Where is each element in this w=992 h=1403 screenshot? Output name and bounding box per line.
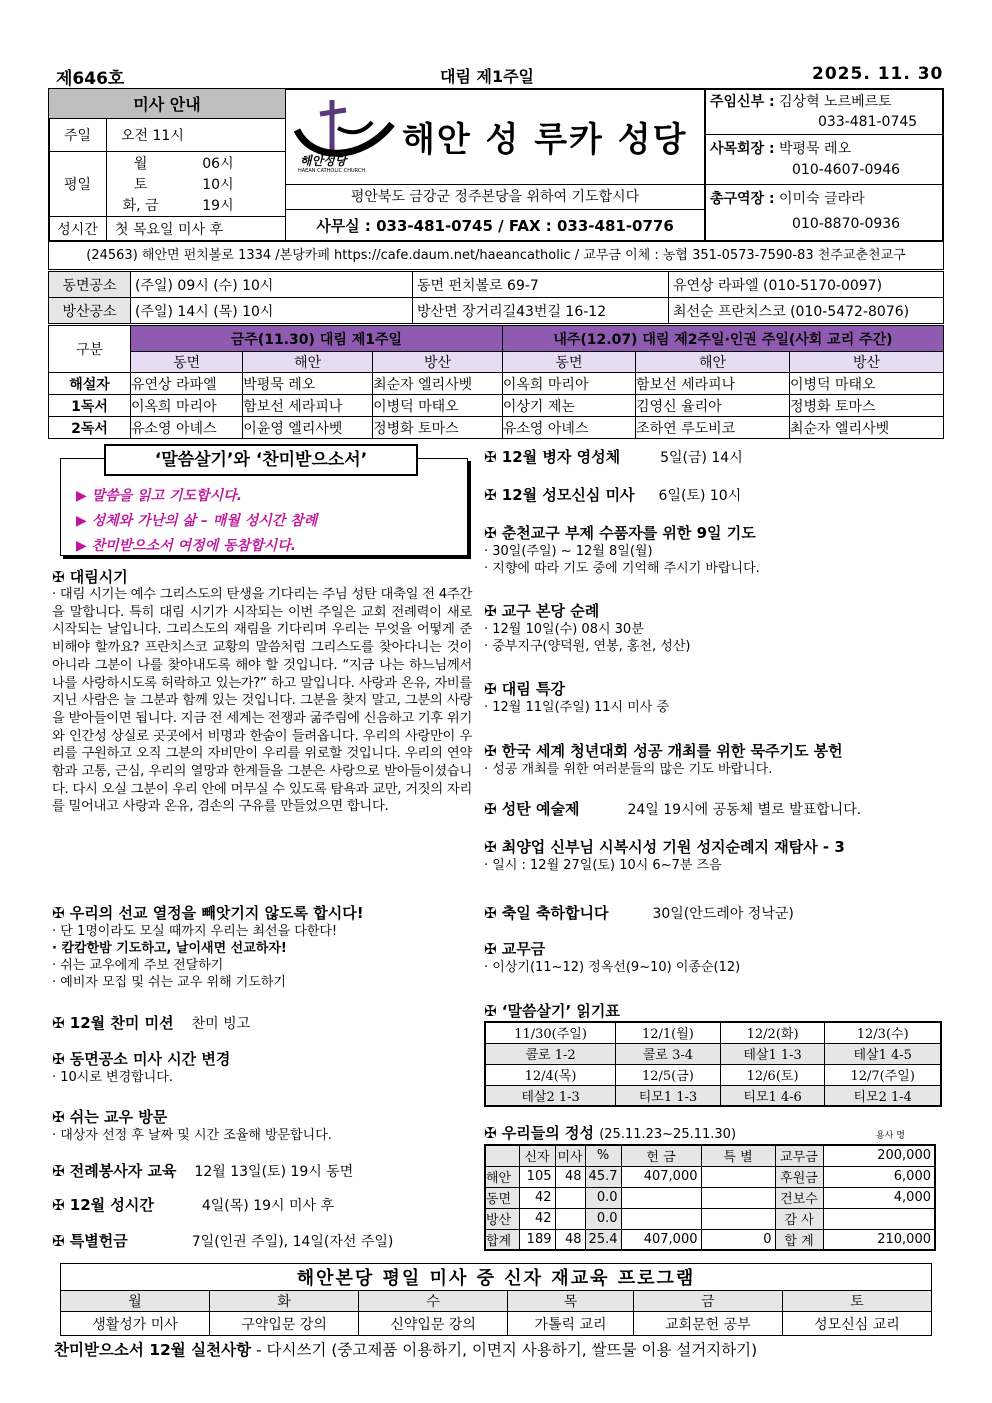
offering-cell: 189 [519, 1229, 555, 1250]
station-time: (주일) 09시 (수) 10시 [131, 272, 413, 298]
offering-side-label: 감 사 [775, 1208, 823, 1229]
notice-title: ✠ 쉬는 교우 방문 [52, 1108, 168, 1126]
notice-sub: 24일 19시에 공동체 별로 발표합니다. [627, 802, 862, 818]
program-item: 생활성가 미사 [61, 1312, 210, 1336]
cross-bullet-icon: ✠ [484, 448, 502, 466]
notice-title: ✠ 한국 세계 청년대회 성공 개최를 위한 묵주기도 봉헌 [484, 742, 843, 760]
reading-row [485, 1043, 941, 1064]
offering-cell: 합계 [485, 1229, 519, 1250]
notice-line: · 30일(주일) ~ 12월 8일(월) [484, 544, 653, 559]
duty-cell: 함보선 세라피나 [243, 395, 373, 417]
this-week-header: 금주(11.30) 대림 제1주일 [131, 326, 503, 352]
notice-line: · 이상기(11~12) 정옥선(9~10) 이종순(12) [484, 960, 741, 975]
cross-bullet-icon: ✠ [484, 940, 502, 958]
reading-row [485, 1064, 941, 1085]
reading-cell: 콜로 1-2 [485, 1043, 616, 1064]
liturgical-week: 대림 제1주일 [440, 67, 534, 86]
offering-cell: 0.0 [585, 1208, 621, 1229]
reading-cell: 티모1 1-3 [616, 1085, 721, 1106]
cross-bullet-icon: ✠ [52, 1162, 70, 1180]
notice-sub: 12월 13일(토) 19시 동면 [194, 1164, 354, 1180]
duty-row [49, 395, 944, 417]
duty-cell: 이병덕 마태오 [373, 395, 503, 417]
duty-cell: 이윤영 엘리사벳 [243, 417, 373, 439]
leader-tel: 010-8870-0936 [792, 216, 901, 232]
duty-cell: 함보선 세라피나 [636, 373, 790, 395]
offering-side-label: 교무금 [775, 1145, 823, 1166]
mass-info-title: 미사 안내 [49, 89, 286, 119]
offering-side-value: 6,000 [823, 1166, 935, 1187]
notice-line: · 지향에 따라 기도 중에 기억해 주시기 바랍니다. [484, 561, 760, 576]
duty-cell: 유소영 아녜스 [131, 417, 243, 439]
notice-sub: 30일(안드레아 정낙군) [652, 906, 794, 922]
notice-sub: 5일(금) 14시 [660, 450, 743, 466]
cross-bullet-icon: ✠ [52, 1014, 70, 1032]
duty-col: 동면 [131, 352, 243, 373]
cross-bullet-icon: ✠ [52, 1196, 70, 1214]
notice-title: ✠ 대림 특강 [484, 680, 565, 698]
offering-side-label: 건보수 [775, 1187, 823, 1208]
reading-cell: 12/4(목) [485, 1064, 616, 1085]
offering-cell [621, 1187, 701, 1208]
duty-cell: 조하연 루도비코 [636, 417, 790, 439]
offering-cell: 42 [519, 1208, 555, 1229]
word-line: ▶ 성체와 가난의 삶 – 매월 성시간 참례 [76, 513, 318, 529]
leader-name: 이미숙 글라라 [779, 191, 865, 207]
footer-bold: 찬미받으소서 12월 실천사항 [54, 1341, 252, 1359]
notice-sub: 찬미 빙고 [191, 1016, 251, 1032]
cross-bullet-icon: ✠ [484, 680, 502, 698]
station-address: 방산면 장거리길43번길 16-12 [413, 298, 669, 324]
cross-bullet-icon: ✠ [484, 1002, 502, 1020]
offering-side-value [823, 1208, 935, 1229]
weekday-label: 평일 [49, 152, 107, 216]
duty-label: 구분 [49, 326, 131, 373]
duty-roster-table [48, 325, 944, 439]
word-line: ▶ 말씀을 읽고 기도합시다. [76, 488, 242, 504]
offering-head: % [585, 1145, 621, 1166]
right-items [484, 446, 944, 988]
offering-head: 특 별 [701, 1145, 775, 1166]
reading-cell: 테살1 1-3 [720, 1043, 825, 1064]
offering-cell: 동면 [485, 1187, 519, 1208]
offering-cell [701, 1187, 775, 1208]
offering-table [484, 1144, 936, 1251]
notice-line: · 대상자 선정 후 날짜 및 시간 조율해 방문합니다. [52, 1128, 332, 1143]
pastor-label: 주임신부 : [710, 94, 775, 110]
offering-cell: 407,000 [621, 1229, 701, 1250]
duty-row [49, 417, 944, 439]
notice-title: ✠ 12월 병자 영성체 [484, 448, 621, 466]
left-items [52, 902, 472, 1260]
station-name: 방산공소 [49, 298, 131, 324]
offering-period: (25.11.23~25.11.30) [599, 1127, 737, 1142]
offering-side-value: 200,000 [823, 1145, 935, 1166]
advent-title: ✠ 대림시기 [52, 568, 128, 586]
notice-line: · 일시 : 12월 27일(토) 10시 6~7분 즈음 [484, 858, 722, 873]
weekday-1-day: 월 [107, 152, 175, 174]
program-item: 교회문헌 공부 [633, 1312, 782, 1336]
offering-cell: 407,000 [621, 1166, 701, 1187]
pastor-tel: 033-481-0745 [818, 114, 918, 130]
sunday-label: 주일 [49, 118, 107, 152]
offering-head [485, 1145, 519, 1166]
cross-bullet-icon: ✠ [52, 904, 70, 922]
program-item: 신약입문 강의 [359, 1312, 508, 1336]
chair-label: 사목회장 : [710, 141, 775, 157]
sunday-time: 오전 11시 [107, 118, 286, 152]
cross-bullet-icon: ✠ [52, 568, 70, 586]
offering-side-value: 210,000 [823, 1229, 935, 1250]
footer-rest: - 다시쓰기 (중고제품 이용하기, 이면지 사용하기, 쌀뜨물 이용 설거지하기) [251, 1341, 758, 1359]
offering-row [485, 1166, 935, 1187]
notice-title: ✠ 교무금 [484, 940, 546, 958]
duty-col: 방산 [789, 352, 943, 373]
chair-tel: 010-4607-0946 [792, 162, 901, 178]
duty-cell: 정병화 토마스 [789, 395, 943, 417]
notice-title: ✠ 특별헌금 [52, 1232, 128, 1250]
reading-title: ✠ ‘말씀살기’ 읽기표 [484, 1002, 620, 1020]
notice-line: · 캄캄한밤 기도하고, 날이새면 선교하자! [52, 941, 287, 956]
notice-line: · 12월 11일(주일) 11시 미사 중 [484, 700, 670, 715]
cross-bullet-icon: ✠ [484, 1124, 502, 1142]
offering-cell: 방산 [485, 1208, 519, 1229]
station-row [49, 272, 944, 298]
notice-title: ✠ 춘천교구 부제 수품자를 위한 9일 기도 [484, 524, 756, 542]
advent-body: · 대림 시기는 예수 그리스도의 탄생을 기다리는 주님 성탄 대축일 전 4주간을 말합니다. 특히 대림 시기가 시작되는 이번 주일은 교회 전례력이 새로 시작되는 날입니다. 그리스도의 재림을 기다리며 우리는 무엇을 어떻게 준비해야 할까요? 프란치스코 교황의 말씀처럼 그리스도를 찾아다니는 것이 아니라 그분이 나를 찾아내도록 해야 할 것입니다. “지금 나는 하느님께서 나를 사랑하시도록 허락하고 있는가?” 하고 말입니다. 사랑과 온유, 자비를 지닌 사람은 늘 그분과 함께 있는 것입니다. 그분을 찾지 말고, 그분의 사랑을 받아들이면 됩니다. 지금 전 세계는 전쟁과 굶주림에 신음하고 기후 위기와 인간성 상실로 곳곳에서 비명과 한숨이 들려옵니다. 우리의 사랑만이 우리를 구원하고 오직 그분의 자비만이 우리를 위로할 것입니다. 우리의 연약함과 고통, 근심, 우리의 열망과 한계들을 그분은 사랑으로 받아들이셨습니다. 다시 오실 그분이 우리 안에 머무실 수 있도록 탐욕과 교만, 거짓의 자리를 밀어내고 사랑과 온유, 겸손의 구유를 만들었으면 합니다. [52, 587, 472, 815]
notice-title: ✠ 전례봉사자 교육 [52, 1162, 177, 1180]
pastor-name: 김상혁 노르베르토 [779, 94, 892, 110]
notice-sub: 6일(토) 10시 [658, 488, 742, 504]
offering-cell [701, 1166, 775, 1187]
duty-cell: 이옥희 마리아 [131, 395, 243, 417]
reading-row [485, 1085, 941, 1106]
station-time: (주일) 14시 (목) 10시 [131, 298, 413, 324]
weekday-2-day: 토 [107, 173, 175, 194]
reading-cell: 12/3(수) [825, 1022, 941, 1043]
offering-cell [621, 1208, 701, 1229]
offering-cell: 해안 [485, 1166, 519, 1187]
program-table [60, 1263, 932, 1336]
cross-bullet-icon: ✠ [484, 742, 502, 760]
station-row [49, 298, 944, 324]
duty-role: 2독서 [49, 417, 131, 439]
mass-info-table [48, 88, 286, 242]
station-name: 동면공소 [49, 272, 131, 298]
reading-cell: 12/6(토) [720, 1064, 825, 1085]
offering-cell [555, 1208, 585, 1229]
reading-cell: 콜로 3-4 [616, 1043, 721, 1064]
duty-cell: 유소영 아녜스 [502, 417, 635, 439]
duty-cell: 박평묵 레오 [243, 373, 373, 395]
duty-row [49, 373, 944, 395]
offering-head: 헌 금 [621, 1145, 701, 1166]
duty-cell: 이병덕 마태오 [789, 373, 943, 395]
cross-bullet-icon: ✠ [484, 486, 502, 504]
station-address: 동면 펀치볼로 69-7 [413, 272, 669, 298]
duty-role: 해설자 [49, 373, 131, 395]
program-day: 목 [508, 1291, 634, 1312]
duty-cell: 최순자 엘리사벳 [373, 373, 503, 395]
cross-bullet-icon: ✠ [484, 602, 502, 620]
holy-hour-label: 성시간 [49, 216, 107, 241]
cross-bullet-icon: ✠ [52, 1108, 70, 1126]
offering-side-value: 4,000 [823, 1187, 935, 1208]
program-item: 성모신심 교리 [782, 1312, 931, 1336]
issue-number: 제646호 [56, 69, 125, 89]
duty-col: 방산 [373, 352, 503, 373]
program-day: 월 [61, 1291, 210, 1312]
program-item: 가톨릭 교리 [508, 1312, 634, 1336]
footer-practice [54, 1338, 757, 1360]
leader-label: 총구역장 : [710, 191, 775, 207]
church-name: 해안 성 루카 성당 [402, 120, 688, 160]
program-title: 해안본당 평일 미사 중 신자 재교육 프로그램 [61, 1264, 932, 1291]
cross-bullet-icon: ✠ [484, 800, 502, 818]
cross-bullet-icon: ✠ [52, 1050, 70, 1068]
cross-bullet-icon: ✠ [484, 524, 502, 542]
reading-cell: 11/30(주일) [485, 1022, 616, 1043]
offering-unit: 용사 명 [876, 1131, 905, 1141]
notice-title: ✠ 축일 축하합니다 [484, 904, 609, 922]
notice-title: ✠ 12월 성모신심 미사 [484, 486, 635, 504]
program-day: 화 [210, 1291, 359, 1312]
program-day: 수 [359, 1291, 508, 1312]
offering-head: 신자 [519, 1145, 555, 1166]
duty-col: 동면 [502, 352, 635, 373]
address-line: (24563) 해안면 펀치볼로 1334 /본당카페 https://cafe.daum.net/haeancatholic / 교무금 이체 : 농협 351-0573-7590-83 천주교춘천교구 [48, 242, 944, 270]
weekday-2-time: 10시 [174, 173, 285, 194]
reading-table [484, 1021, 942, 1107]
notice-sub: 7일(인권 주일), 14일(자선 주일) [191, 1234, 394, 1250]
offering-cell: 48 [555, 1166, 585, 1187]
offering-title: ✠ 우리들의 정성 (25.11.23~25.11.30) [484, 1124, 737, 1142]
issue-date: 2025. 11. 30 [812, 64, 944, 84]
notice-title: ✠ 성탄 예술제 [484, 800, 580, 818]
holy-hour-time: 첫 목요일 미사 후 [107, 216, 286, 241]
notice-title: ✠ 12월 찬미 미션 [52, 1014, 174, 1032]
duty-cell: 김영신 율리아 [636, 395, 790, 417]
chair-name: 박평묵 레오 [779, 141, 852, 157]
notice-title: ✠ 교구 본당 순례 [484, 602, 600, 620]
next-week-header: 내주(12.07) 대림 제2주일·인권 주일(사회 교리 주간) [502, 326, 943, 352]
offering-cell: 42 [519, 1187, 555, 1208]
notice-line: · 중부지구(양덕원, 연봉, 홍천, 성산) [484, 639, 691, 654]
notice-line: · 쉬는 교우에게 주보 전달하기 [52, 958, 224, 973]
reading-cell: 테살1 4-5 [825, 1043, 941, 1064]
offering-cell: 25.4 [585, 1229, 621, 1250]
offering-cell: 105 [519, 1166, 555, 1187]
reading-cell: 티모2 1-4 [825, 1085, 941, 1106]
offering-cell: 48 [555, 1229, 585, 1250]
prayer-intention: 평안북도 금강군 정주본당을 위하여 기도합시다 [286, 184, 704, 210]
office-contact: 사무실 : 033-481-0745 / FAX : 033-481-0776 [316, 217, 674, 235]
logo-subtext: HAEAN CATHOLIC CHURCH [298, 168, 366, 174]
station-contact: 유연상 라파엘 (010-5170-0097) [669, 272, 944, 298]
offering-side-label: 합 계 [775, 1229, 823, 1250]
cross-bullet-icon: ✠ [484, 838, 502, 856]
logo-text: 해안성당 [300, 154, 347, 168]
duty-cell: 최순자 엘리사벳 [789, 417, 943, 439]
weekday-3-time: 19시 [174, 195, 285, 217]
weekday-1-time: 06시 [174, 152, 285, 174]
notice-line: · 성공 개최를 위한 여러분들의 많은 기도 바랍니다. [484, 762, 773, 777]
word-box-title: ‘말씀살기’와 ‘찬미받으소서’ [104, 444, 418, 476]
offering-cell: 0.0 [585, 1187, 621, 1208]
notice-title: ✠ 최양업 신부님 시복시성 기원 성지순례지 재탐사 - 3 [484, 838, 845, 856]
cross-bullet-icon: ✠ [52, 1232, 70, 1250]
notice-sub: 4일(목) 19시 미사 후 [201, 1198, 334, 1214]
notice-title: ✠ 동면공소 미사 시간 변경 [52, 1050, 231, 1068]
notice-line: · 예비자 모집 및 쉬는 교우 위해 기도하기 [52, 975, 286, 990]
weekday-3-day: 화, 금 [107, 195, 175, 217]
duty-cell: 이옥희 마리아 [502, 373, 635, 395]
reading-cell: 12/1(월) [616, 1022, 721, 1043]
word-line: ▶ 찬미받으소서 여정에 동참합시다. [76, 538, 297, 554]
reading-cell: 12/7(주일) [825, 1064, 941, 1085]
station-contact: 최선순 프란치스코 (010-5472-8076) [669, 298, 944, 324]
duty-cell: 유연상 라파엘 [131, 373, 243, 395]
cross-bullet-icon: ✠ [484, 904, 502, 922]
offering-cell [555, 1187, 585, 1208]
offering-cell: 0 [701, 1229, 775, 1250]
stations-table [48, 271, 944, 324]
reading-cell: 12/5(금) [616, 1064, 721, 1085]
program-day: 토 [782, 1291, 931, 1312]
duty-cell: 이상기 제논 [502, 395, 635, 417]
reading-cell: 티모1 4-6 [720, 1085, 825, 1106]
program-day: 금 [633, 1291, 782, 1312]
word-box-lines [76, 484, 317, 559]
notice-line: · 단 1명이라도 모실 때까지 우리는 최선을 다한다! [52, 924, 338, 939]
offering-side-label: 후원금 [775, 1166, 823, 1187]
offering-row [485, 1208, 935, 1229]
notice-line: · 10시로 변경합니다. [52, 1070, 173, 1085]
duty-col: 해안 [243, 352, 373, 373]
duty-cell: 정병화 토마스 [373, 417, 503, 439]
duty-col: 해안 [636, 352, 790, 373]
reading-cell: 12/2(화) [720, 1022, 825, 1043]
program-item: 구약입문 강의 [210, 1312, 359, 1336]
staff-box [704, 88, 944, 242]
notice-title: ✠ 우리의 선교 열정을 빼앗기지 않도록 합시다! [52, 904, 364, 922]
offering-cell [701, 1208, 775, 1229]
reading-cell: 테살2 1-3 [485, 1085, 616, 1106]
offering-cell: 45.7 [585, 1166, 621, 1187]
offering-row [485, 1229, 935, 1250]
duty-role: 1독서 [49, 395, 131, 417]
reading-row [485, 1022, 941, 1043]
offering-row [485, 1187, 935, 1208]
notice-title: ✠ 12월 성시간 [52, 1196, 154, 1214]
offering-head: 미사 [555, 1145, 585, 1166]
notice-line: · 12월 10일(수) 08시 30분 [484, 622, 644, 637]
